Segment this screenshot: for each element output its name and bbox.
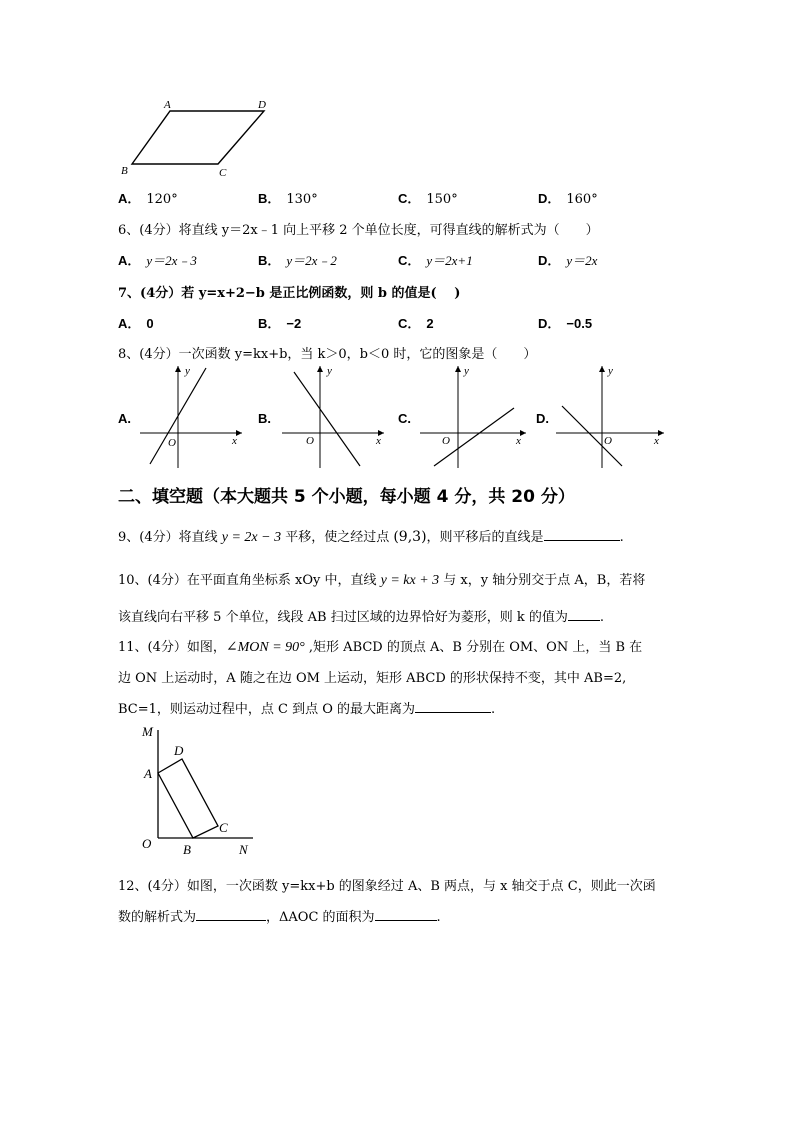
q8-graph-a	[140, 364, 244, 468]
svg-text:C: C	[219, 820, 228, 835]
svg-text:O: O	[442, 435, 450, 447]
parallelogram-abcd	[132, 111, 264, 164]
q9-stem: 9、(4分）将直线 y = 2x − 3 平移，使之经过点 (9,3)，则平移后的直线是 .	[118, 529, 624, 545]
svg-text:D: D	[174, 743, 184, 758]
q5-option-b[interactable]: B． 130°	[258, 191, 318, 207]
q8-option-a[interactable]: A.	[118, 411, 131, 426]
vertex-a-label: A	[164, 99, 171, 111]
q12-line-2: 数的解析式为 ，ΔAOC 的面积为 .	[118, 910, 441, 925]
rectangle-figure	[138, 722, 264, 858]
q8-stem: 8、(4分）一次函数 y=kx+b，当 k＞0，b＜0 时，它的图象是（ ）	[118, 347, 537, 362]
svg-text:y: y	[185, 365, 190, 377]
q12-answer-blank-1[interactable]	[196, 908, 266, 921]
q8-graph-d	[556, 364, 668, 468]
q11-line-1: 11、(4分）如图，∠MON = 90° ,矩形 ABCD 的顶点 A、B 分别在 OM、ON 上，当 B 在	[118, 640, 643, 655]
q12-line-1: 12、(4分）如图，一次函数 y=kx+b 的图象经过 A、B 两点，与 x 轴交于点 C，则此一次函	[118, 879, 656, 894]
q12-answer-blank-2[interactable]	[375, 908, 437, 921]
q11-line-3: BC=1，则运动过程中，点 C 到点 O 的最大距离为 .	[118, 702, 496, 717]
svg-text:x: x	[516, 435, 521, 447]
q8-graph-c	[418, 364, 530, 468]
q8-option-c[interactable]: C.	[398, 411, 411, 426]
line-graph-b	[294, 372, 360, 466]
svg-text:M: M	[142, 724, 153, 739]
vertex-d-label: D	[258, 99, 266, 111]
section-heading: 二、填空题（本大题共 5 个小题，每小题 4 分，共 20 分）	[118, 487, 575, 507]
svg-text:O: O	[142, 836, 152, 851]
svg-text:O: O	[604, 435, 612, 447]
svg-text:x: x	[376, 435, 381, 447]
svg-text:O: O	[168, 437, 176, 449]
q6-stem: 6、(4分）将直线 y＝2x﹣1 向上平移 2 个单位长度，可得直线的解析式为（ ）	[118, 223, 599, 238]
q10-line-2: 该直线向右平移 5 个单位，线段 AB 扫过区域的边界恰好为菱形，则 k 的值为 .	[118, 610, 605, 625]
rectangle-abcd	[158, 759, 218, 838]
vertex-b-label: B	[121, 165, 128, 177]
svg-text:N: N	[239, 842, 248, 857]
q8-graph-b	[278, 364, 386, 468]
parallelogram-figure	[118, 96, 278, 180]
q8-option-b[interactable]: B.	[258, 411, 271, 426]
svg-text:y: y	[608, 365, 613, 377]
q10-line-1: 10、(4分）在平面直角坐标系 xOy 中，直线 y = kx + 3 与 x，y 轴分别交于点 A，B，若将	[118, 573, 646, 588]
svg-text:B: B	[183, 842, 191, 857]
q10-answer-blank[interactable]	[568, 608, 600, 621]
line-graph-d	[562, 406, 622, 466]
q5-option-a[interactable]: A． 120°	[118, 191, 178, 207]
q8-option-d[interactable]: D.	[536, 411, 549, 426]
svg-text:y: y	[464, 365, 469, 377]
q7-option-c[interactable]: C． 2	[398, 316, 434, 331]
svg-text:x: x	[654, 435, 659, 447]
q6-option-a[interactable]: A． y＝2x﹣3	[118, 253, 197, 268]
q11-line-2: 边 ON 上运动时，A 随之在边 OM 上运动，矩形 ABCD 的形状保持不变，其中 AB=2,	[118, 671, 627, 686]
q7-option-b[interactable]: B． −2	[258, 316, 302, 331]
q6-option-d[interactable]: D． y＝2x	[538, 253, 598, 268]
vertex-c-label: C	[219, 167, 227, 179]
q6-option-b[interactable]: B． y＝2x﹣2	[258, 253, 337, 268]
q9-answer-blank[interactable]	[544, 528, 620, 541]
q7-option-d[interactable]: D． −0.5	[538, 316, 593, 331]
q5-option-c[interactable]: C． 150°	[398, 191, 458, 207]
svg-text:x: x	[232, 435, 237, 447]
q11-answer-blank[interactable]	[415, 700, 491, 713]
q7-option-a[interactable]: A． 0	[118, 316, 154, 331]
q6-option-c[interactable]: C． y＝2x+1	[398, 253, 473, 268]
svg-text:y: y	[327, 365, 332, 377]
svg-text:O: O	[306, 435, 314, 447]
q5-option-d[interactable]: D． 160°	[538, 191, 598, 207]
svg-text:A: A	[144, 766, 152, 781]
q7-stem: 7、(4分）若 y=x+2−b 是正比例函数，则 b 的值是( )	[118, 286, 461, 301]
